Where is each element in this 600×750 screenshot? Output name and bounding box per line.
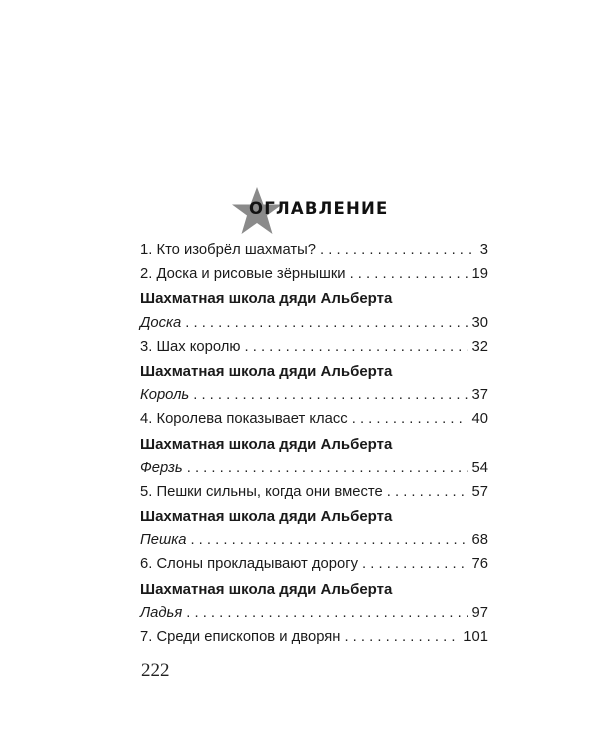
toc-entry-title: Пешка	[140, 532, 187, 549]
toc-leader-dots	[344, 629, 459, 645]
toc-entry-title: 6. Слоны прокладывают дорогу	[140, 556, 359, 573]
toc-leader-dots	[186, 605, 467, 621]
toc-entry	[140, 629, 488, 653]
toc-entry-page: 101	[463, 629, 488, 645]
toc-entry	[140, 484, 488, 508]
toc-leader-dots	[320, 242, 476, 258]
toc-leader-dots	[350, 266, 468, 282]
toc-leader-dots	[245, 339, 468, 355]
toc-entry-page: 97	[471, 604, 488, 621]
toc-leader-dots	[352, 411, 468, 427]
toc-leader-dots	[190, 532, 467, 548]
toc-entry	[140, 242, 488, 266]
toc-entry	[140, 532, 488, 556]
toc-section-header	[140, 581, 488, 605]
toc-entry-page: 68	[471, 532, 488, 549]
toc-entry-title: 5. Пешки сильны, когда они вместе	[140, 483, 383, 500]
contents-heading	[222, 183, 392, 239]
toc-entry-title: Король	[140, 387, 190, 404]
page-number: 222	[141, 660, 170, 681]
toc-entry-title: Ладья	[140, 604, 183, 621]
toc-entry-title: 4. Королева показывает класс	[140, 411, 348, 428]
toc-entry-page: 32	[471, 338, 488, 355]
toc-entry	[140, 266, 488, 290]
toc-leader-dots	[362, 556, 468, 572]
toc-entry-page: 3	[479, 242, 488, 258]
page-title: ОГЛАВЛЕНИЕ	[249, 199, 389, 218]
toc-section-header	[140, 363, 488, 387]
toc-entry-page: 40	[471, 411, 488, 428]
toc-entry-title: 2. Доска и рисовые зёрнышки	[140, 266, 346, 283]
toc-entry-title: Шахматная школа дяди Альберта	[140, 362, 393, 380]
toc-leader-dots	[187, 460, 468, 476]
toc-leader-dots	[387, 484, 468, 500]
toc-entry-page: 19	[471, 266, 488, 283]
toc-entry	[140, 460, 488, 484]
toc-entry-title: Шахматная школа дяди Альберта	[140, 290, 393, 308]
toc-section-header	[140, 508, 488, 532]
toc-entry	[140, 556, 488, 580]
toc-entry	[140, 411, 488, 435]
toc-entry-title: 7. Среди епископов и дворян	[140, 629, 341, 645]
toc-leader-dots	[193, 387, 467, 403]
toc-section-header	[140, 436, 488, 460]
toc-entry-title: 1. Кто изобрёл шахматы?	[140, 242, 317, 258]
toc-entry-page: 30	[471, 314, 488, 331]
toc-entry-title: Шахматная школа дяди Альберта	[140, 508, 393, 526]
toc-entry-title: Доска	[140, 314, 182, 331]
toc-entry-page: 76	[471, 556, 488, 573]
toc-entry-title: 3. Шах королю	[140, 338, 241, 355]
toc-entry-title: Шахматная школа дяди Альберта	[140, 580, 393, 598]
toc-entry-page: 57	[471, 483, 488, 500]
toc-entry	[140, 387, 488, 411]
toc-leader-dots	[185, 315, 467, 331]
table-of-contents	[140, 242, 488, 653]
toc-entry-title: Ферзь	[140, 459, 183, 476]
toc-section-header	[140, 290, 488, 314]
toc-entry-page: 54	[471, 459, 488, 476]
toc-entry-page: 37	[471, 387, 488, 404]
toc-entry	[140, 605, 488, 629]
toc-entry	[140, 339, 488, 363]
toc-entry-title: Шахматная школа дяди Альберта	[140, 435, 393, 453]
toc-entry	[140, 315, 488, 339]
